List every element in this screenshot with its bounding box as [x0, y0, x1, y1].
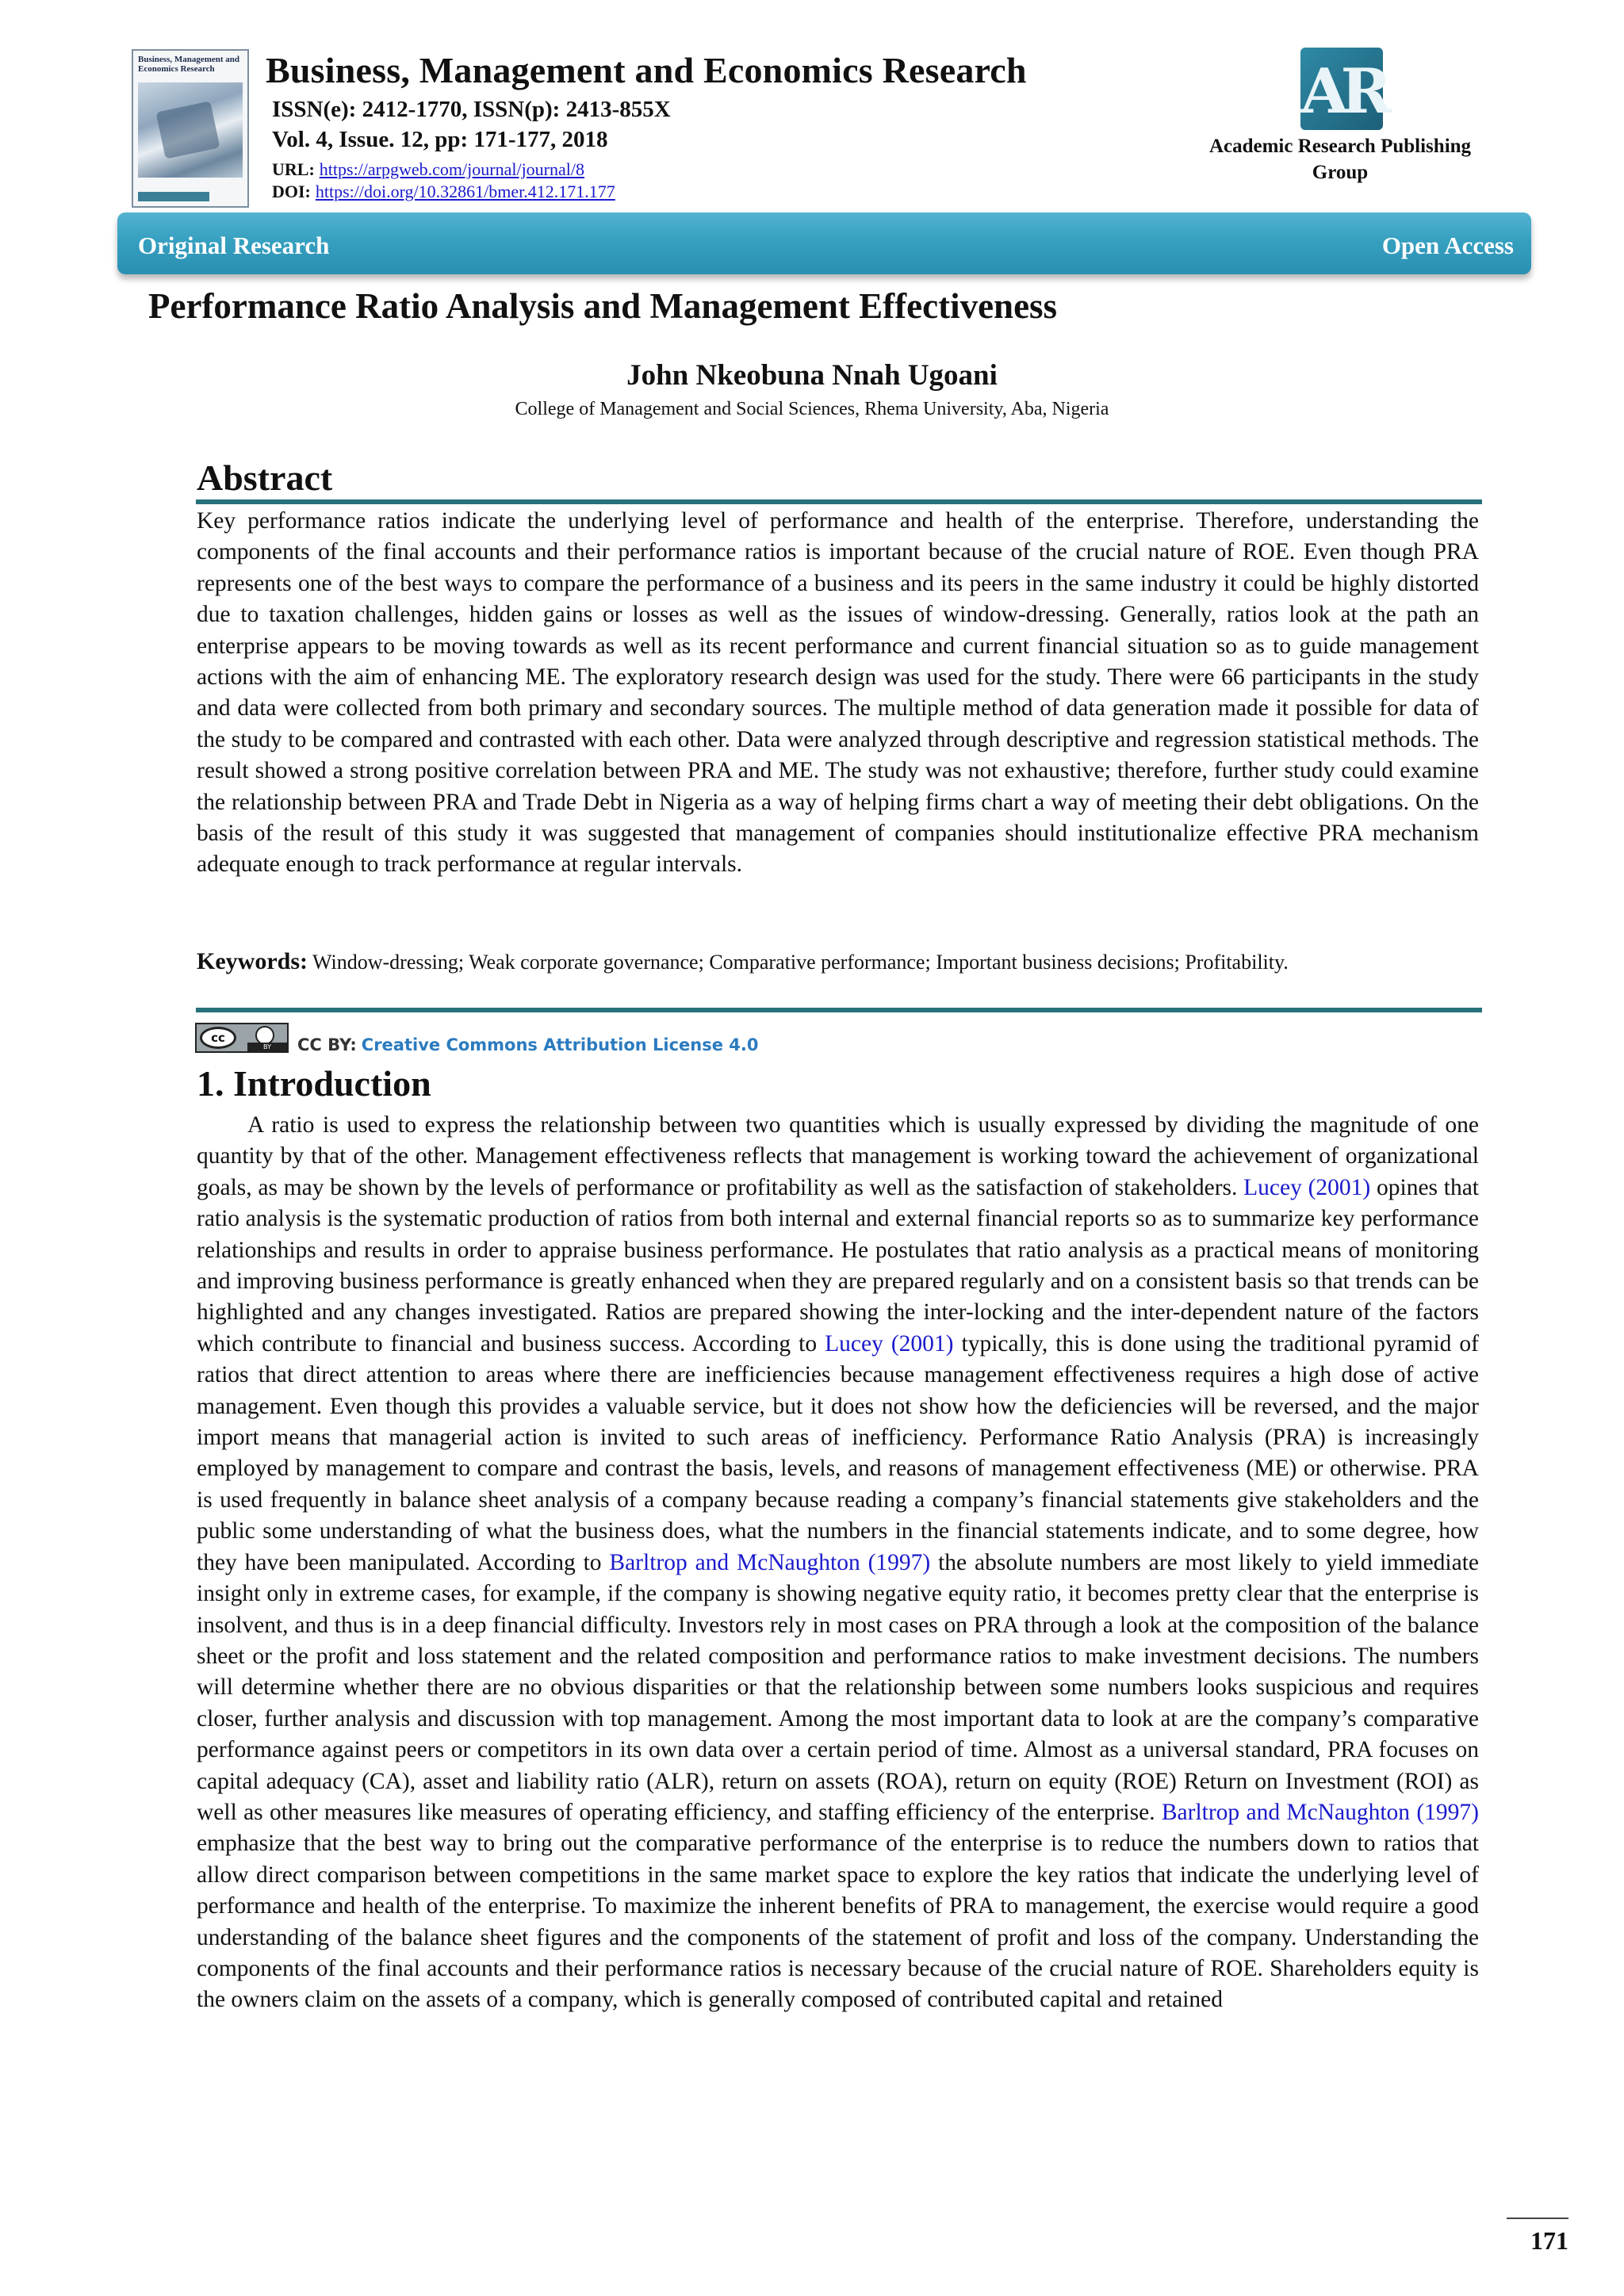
cc-by-license-badge[interactable]	[195, 1023, 289, 1053]
introduction-paragraph	[197, 1110, 1479, 2016]
doi-line	[272, 182, 615, 202]
intro-text-2: opines that ratio analysis is the systematic production of ratios from both internal and external financial reports so as to summarize key performance relationships and results in order to appraise business performance. He postulates that ratio analysis as a practical means of monitoring and improving business performance is greatly enhanced when they are prepared regularly and on a consistent basis so that trends can be highlighted and any changes investigated. Ratios are prepared showing the inter-locking and the inter-dependent nature of the factors which contribute to financial and business success. According to	[197, 1174, 1480, 1357]
page-number: 171	[1530, 2226, 1568, 2255]
author-affiliation: College of Management and Social Sciences, Rhema University, Aba, Nigeria	[515, 399, 1109, 419]
issn-line: ISSN(e): 2412-1770, ISSN(p): 2413-855X	[272, 97, 671, 122]
cover-photo	[138, 82, 243, 178]
keywords-label: Keywords:	[197, 948, 308, 974]
footer-rule	[1507, 2218, 1568, 2219]
intro-text-5: emphasize that the best way to bring out the comparative performance of the enterprise is to reduce the numbers down to ratios that allow direct comparison between competitions in the same market space to explore the key ratios that indicate the underlying level of performance and health of the enterprise. To maximize the inherent benefits of PRA to management, the exercise would require a good understanding of the balance sheet figures and the components of the statement of profit and loss of the company. Understanding the components of the final accounts and their performance ratios is necessary because of the crucial nature of ROE. Shareholders equity is the owners claim on the assets of a company, which is generally composed of contributed capital and retained	[197, 1831, 1479, 2013]
journal-title: Business, Management and Economics Research	[266, 50, 1027, 90]
publisher-name: Academic Research Publishing Group	[1208, 136, 1472, 183]
citation-link-barltrop[interactable]: Barltrop and McNaughton (1997)	[609, 1549, 931, 1575]
doi-label: DOI:	[272, 182, 311, 201]
journal-url-link[interactable]: https://arpgweb.com/journal/journal/8	[319, 159, 584, 179]
cc-icon: cc	[200, 1027, 236, 1049]
keywords-list: Window-dressing; Weak corporate governance; Comparative performance; Important business decisions; Profitability.	[312, 951, 1289, 974]
author-name: John Nkeobuna Nnah Ugoani	[626, 359, 998, 392]
intro-text-4: the absolute numbers are most likely to yield immediate insight only in extreme cases, for example, if the company is showing negative equity ratio, it becomes pretty clear that the enterprise is insolvent, and thus is in a deep financial difficulty. Investors rely in most cases on PRA through a look at the composition of the balance sheet or the profit and loss statement and the related composition and performance ratios to make investment decisions. The numbers will determine whether there are no obvious disparities or that the relationship between some numbers looks suspicious and requires closer, further analysis and discussion with top management. Among the most important data to look at are the company’s comparative performance against peers or competitors in its own data over a certain period of time. Almost as a universal standard, PRA focuses on capital adequacy (CA), asset and liability ratio (ALR), return on assets (ROA), return on equity (ROE) Return on Investment (ROI) as well as other measures like measures of operating efficiency, and staffing efficiency of the enterprise.	[197, 1549, 1480, 1825]
paper-title: Performance Ratio Analysis and Management Effectiveness	[148, 286, 1058, 326]
volume-line: Vol. 4, Issue. 12, pp: 171-177, 2018	[272, 127, 608, 152]
citation-link-barltrop[interactable]: Barltrop and McNaughton (1997)	[1161, 1799, 1479, 1825]
abstract-top-rule	[196, 499, 1482, 504]
introduction-heading: 1. Introduction	[197, 1063, 431, 1104]
cover-title: Business, Management and Economics Research	[138, 55, 240, 74]
publisher-logo-text: AR	[1300, 55, 1385, 128]
open-access-label: Open Access	[1381, 232, 1514, 259]
intro-text-3: typically, this is done using the traditional pyramid of ratios that direct attention to areas where there are inefficiencies because management effectiveness requires a high dose of active management. Even though this provides a valuable service, but it does not show how the deficiencies will be reversed, and the major import means that managerial action is invited to such areas of inefficiency. Performance Ratio Analysis (PRA) is increasingly employed by management to compare and contrast the basis, levels, and reasons of management effectiveness (ME) or otherwise. PRA is used frequently in balance sheet analysis of a company because reading a company’s financial statements give stakeholders and the public some understanding of what the business does, what the numbers in the financial statements indicate, and to some degree, how they have been manipulated. According to	[197, 1330, 1479, 1575]
article-type-banner	[117, 212, 1531, 274]
original-research-label: Original Research	[138, 232, 330, 259]
keywords	[197, 947, 1479, 976]
license-label: CC BY:	[297, 1035, 357, 1054]
abstract-text: Key performance ratios indicate the underlying level of performance and health of the enterprise. Therefore, understanding the components of the final accounts and their performance ratios is important because of the crucial nature of ROE. Even though PRA represents one of the best ways to compare the performance of a business and its peers in the same industry it could be highly distorted due to taxation challenges, hidden gains or losses as well as the issues of window-dressing. Generally, ratios look at the path an enterprise appears to be moving towards as well as its recent performance and current financial situation so as to guide management actions with the aim of enhancing ME. The exploratory research design was used for the study. There were 66 participants in the study and data were collected from both primary and secondary sources. The multiple method of data generation made it possible for data of the study to be compared and contrasted with each other. Data were analyzed through descriptive and regression statistical methods. The result showed a strong positive correlation between PRA and ME. The study was not exhaustive; therefore, further study could examine the relationship between PRA and Trade Debt in Nigeria as a way of helping firms chart a way of meeting their debt obligations. On the basis of the result of this study it was suggested that management of companies should institutionalize effective PRA mechanism adequate enough to track performance at regular intervals.	[197, 508, 1479, 878]
citation-link-lucey[interactable]: Lucey (2001)	[825, 1330, 954, 1357]
license-line	[297, 1035, 759, 1054]
cover-footer-bar	[138, 192, 209, 201]
abstract-heading: Abstract	[197, 457, 333, 498]
citation-link-lucey[interactable]: Lucey (2001)	[1243, 1174, 1371, 1200]
abstract-bottom-rule	[196, 1008, 1482, 1012]
journal-cover-thumbnail	[132, 49, 249, 208]
intro-text-1: A ratio is used to express the relationship between two quantities which is usually expressed by dividing the magnitude of one quantity by that of the other. Management effectiveness reflects that management is working toward the achievement of organizational goals, as may be shown by the levels of performance or profitability as well as the satisfaction of stakeholders.	[197, 1112, 1479, 1200]
doi-link[interactable]: https://doi.org/10.32861/bmer.412.171.177	[315, 182, 615, 201]
publisher-logo	[1300, 48, 1383, 130]
url-label: URL:	[272, 159, 315, 179]
introduction-body	[197, 1110, 1479, 2016]
by-label: BY	[247, 1043, 287, 1051]
license-link[interactable]: Creative Commons Attribution License 4.0	[361, 1035, 759, 1054]
url-line	[272, 159, 584, 180]
